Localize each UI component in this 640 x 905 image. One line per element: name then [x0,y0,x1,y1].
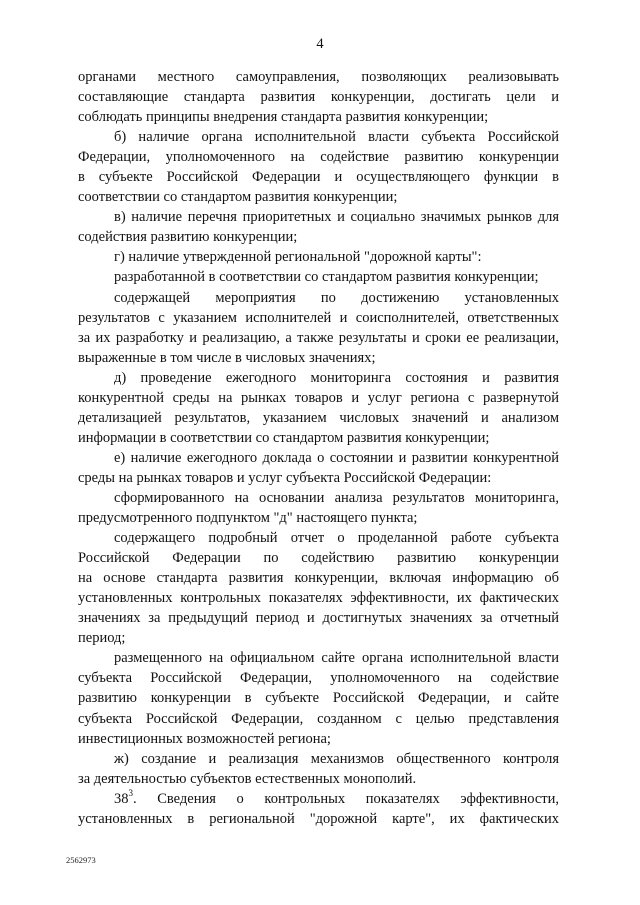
clause-number: 38 [114,790,129,807]
text-line: Федерации, уполномоченного на содействие развитию конкуренции [78,149,559,166]
text-line: соблюдать принципы внедрения стандарта развития конкуренции; [78,109,489,126]
text-line: за деятельностью субъектов естественных монополий. [78,770,417,787]
text-line: на основе стандарта развития конкуренции, включая информацию об [78,570,559,587]
text-line: в) наличие перечня приоритетных и социально значимых рынков для [114,209,559,226]
text-line: значениях за предыдущий период и достигнутых значениях за отчетный [78,610,559,627]
clause-superscript: 3 [128,787,133,798]
text-line: инвестиционных возможностей региона; [78,730,331,747]
text-line: в субъекте Российской Федерации и осуществляющего функции в [78,169,559,186]
text-line: содействия развитию конкуренции; [78,229,298,246]
page-number: 4 [316,36,324,52]
text-line: д) проведение ежегодного мониторинга состояния и развития [114,369,559,386]
text-line: результатов с указанием исполнителей и соисполнителей, ответственных [78,309,559,326]
clause-heading-text: . Сведения о контрольных показателях эффективности, [133,790,559,807]
clause-38-3-line-1 [78,789,559,809]
text-line: размещенного на официальном сайте органа исполнительной власти [114,650,559,667]
text-line: информации в соответствии со стандартом развития конкуренции; [78,429,490,446]
text-line: содержащей мероприятия по достижению установленных [114,289,559,306]
text-line: конкурентной среды на рынках товаров и услуг региона с развернутой [78,389,559,406]
text-line: ж) создание и реализация механизмов общественного контроля [114,750,559,767]
text-line: установленных контрольных показателях эффективности, их фактических [78,590,559,607]
text-line: органами местного самоуправления, позволяющих реализовывать [78,69,559,85]
text-line: сформированного на основании анализа результатов мониторинга, [114,489,559,506]
text-line: среды на рынках товаров и услуг субъекта Российской Федерации: [78,469,492,486]
text-line: предусмотренного подпунктом "д" настоящего пункта; [78,510,418,527]
text-line: субъекта Российской Федерации, созданном с целью представления [78,710,559,727]
clause-38-3-line-2: установленных в региональной "дорожной карте", их фактических [78,810,559,827]
text-line: Российской Федерации по содействию развитию конкуренции [78,550,559,567]
body-lines [78,67,559,789]
text-line: детализацией результатов, указанием числовых значений и анализом [78,409,559,426]
text-line: период; [78,630,126,647]
document-body [78,67,559,829]
text-line: б) наличие органа исполнительной власти субъекта Российской [114,129,559,146]
text-line: разработанной в соответствии со стандартом развития конкуренции; [114,269,539,286]
text-line: соответствии со стандартом развития конкуренции; [78,189,398,206]
text-line: субъекта Российской Федерации, уполномоченного на содействие [78,670,559,687]
text-line: содержащего подробный отчет о проделанной работе субъекта [114,530,559,547]
text-line: е) наличие ежегодного доклада о состоянии и развитии конкурентной [114,449,559,466]
text-line: составляющие стандарта развития конкуренции, достигать цели и [78,89,559,106]
text-line: развитию конкуренции в субъекте Российской Федерации, и сайте [78,690,559,707]
text-line: г) наличие утвержденной региональной "дорожной карты": [114,249,482,266]
text-line: выраженные в том числе в числовых значениях; [78,349,376,366]
text-line: за их разработку и реализацию, а также результаты и сроки ее реализации, [78,329,559,346]
document-code: 2562973 [66,855,96,865]
